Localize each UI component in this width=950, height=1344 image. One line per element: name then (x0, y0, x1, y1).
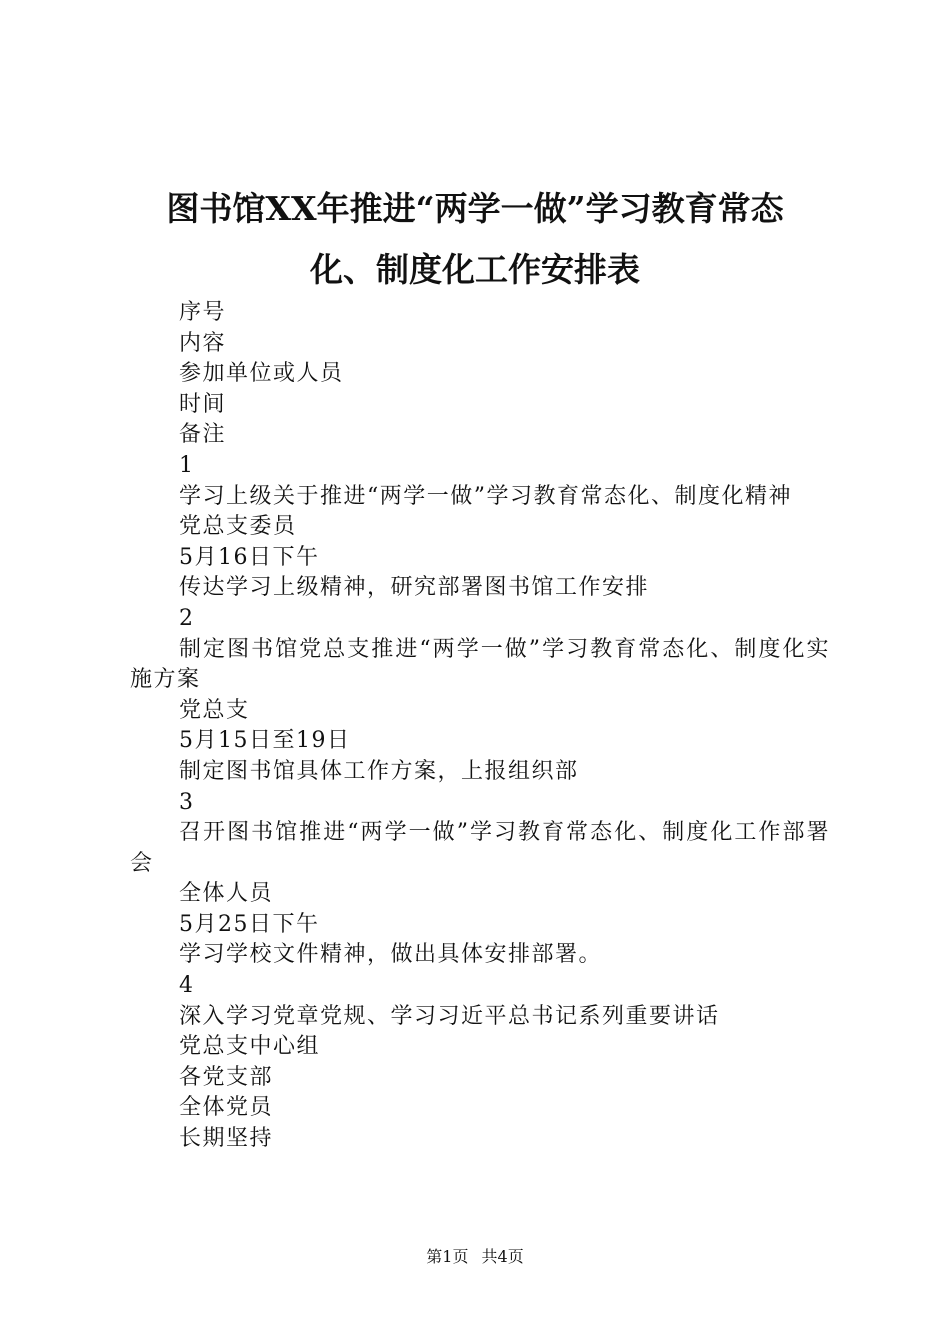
paragraph: 召开图书馆推进“两学一做”学习教育常态化、制度化工作部署会 (130, 820, 830, 876)
page-number-current: 第1页 (426, 1247, 469, 1266)
paragraph: 党总支委员 (179, 514, 297, 540)
paragraph: 党总支 (179, 697, 250, 723)
paragraph: 1 (179, 452, 195, 478)
document-title (120, 178, 830, 300)
paragraph: 3 (179, 789, 195, 815)
paragraph: 长期坚持 (179, 1126, 274, 1152)
paragraph: 学习学校文件精神，做出具体安排部署。 (179, 942, 603, 968)
paragraph: 序号 (179, 300, 227, 325)
paragraph: 传达学习上级精神，研究部署图书馆工作安排 (179, 575, 650, 601)
paragraph: 5月15日至19日 (179, 728, 351, 754)
paragraph: 时间 (179, 391, 227, 417)
paragraph: 5月25日下午 (179, 911, 320, 937)
page-footer (0, 1244, 950, 1267)
document-body (130, 298, 830, 1155)
paragraph: 各党支部 (179, 1064, 274, 1090)
paragraph: 参加单位或人员 (179, 361, 344, 387)
paragraph: 学习上级关于推进“两学一做”学习教育常态化、制度化精神 (179, 483, 792, 509)
title-line-2: 化、制度化工作安排表 (310, 250, 640, 289)
paragraph: 全体党员 (179, 1095, 274, 1121)
paragraph: 全体人员 (179, 881, 274, 907)
paragraph: 深入学习党章党规、学习习近平总书记系列重要讲话 (179, 1003, 720, 1029)
paragraph: 内容 (179, 330, 227, 356)
title-line-1: 图书馆XX年推进“两学一做”学习教育常态 (166, 189, 784, 228)
paragraph: 4 (179, 973, 195, 999)
paragraph: 党总支中心组 (179, 1034, 321, 1060)
page-number-total: 共4页 (481, 1247, 524, 1266)
paragraph: 2 (179, 605, 195, 631)
paragraph: 制定图书馆具体工作方案，上报组织部 (179, 758, 579, 784)
paragraph: 5月16日下午 (179, 544, 320, 570)
paragraph: 制定图书馆党总支推进“两学一做”学习教育常态化、制度化实施方案 (130, 636, 830, 693)
paragraph: 备注 (179, 422, 227, 448)
